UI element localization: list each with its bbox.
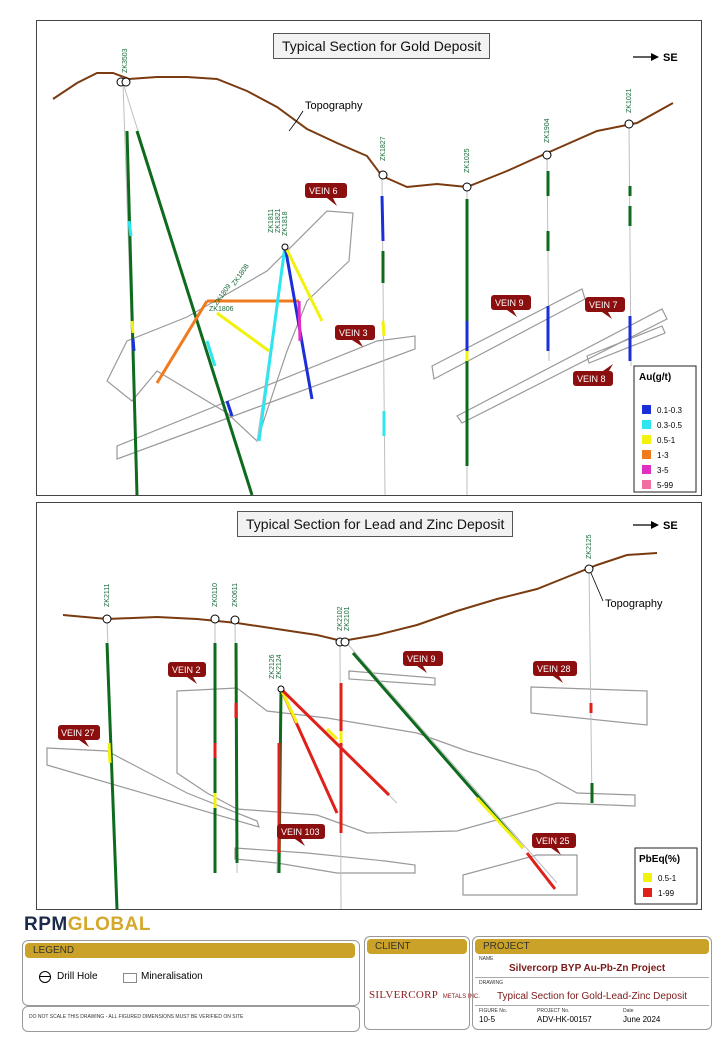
drillhole-label: ZK1808 bbox=[230, 263, 251, 288]
drillhole-label: ZK3503 bbox=[122, 48, 129, 73]
drillhole-label: ZK1809 bbox=[212, 283, 233, 308]
direction-arrow-icon bbox=[633, 521, 659, 529]
projno-label: PROJECT No. bbox=[537, 1008, 570, 1014]
svg-text:1-99: 1-99 bbox=[658, 889, 675, 898]
rpm-global-logo: RPMGLOBAL bbox=[24, 914, 151, 935]
vein-tag-6 bbox=[305, 183, 347, 206]
drillhole-label: ZK1811 bbox=[268, 209, 275, 233]
drillhole-label: ZK1818 bbox=[282, 211, 289, 236]
drillhole-label: ZK1821 bbox=[275, 208, 282, 233]
drillhole-label: ZK2126 bbox=[269, 654, 276, 679]
client-logo: SILVERCORP METALS INC. bbox=[369, 989, 480, 1001]
drillhole-label: ZK2111 bbox=[104, 583, 111, 607]
topography-line bbox=[63, 553, 657, 641]
drill-traces bbox=[123, 83, 631, 495]
svg-text:0.5-1: 0.5-1 bbox=[658, 874, 677, 883]
vein-tag-7 bbox=[585, 297, 625, 319]
svg-text:VEIN 3: VEIN 3 bbox=[339, 328, 368, 338]
gold-section-title: Typical Section for Gold Deposit bbox=[273, 33, 490, 59]
gold-section-panel bbox=[36, 20, 702, 496]
project-no: ADV-HK-00157 bbox=[537, 1015, 592, 1024]
direction-arrow-icon bbox=[633, 53, 659, 61]
direction-label: SE bbox=[663, 520, 678, 532]
drillhole-label: ZK2125 bbox=[586, 534, 593, 559]
gold-section-svg bbox=[37, 21, 701, 495]
svg-text:5-99: 5-99 bbox=[657, 481, 674, 490]
svg-text:VEIN 9: VEIN 9 bbox=[495, 298, 524, 308]
drillhole-label: ZK1827 bbox=[380, 136, 387, 161]
vein-tag-103 bbox=[277, 824, 325, 846]
drillhole-label: ZK2101 bbox=[344, 606, 351, 631]
pbeq-legend bbox=[635, 848, 697, 904]
pbeq-legend-title: PbEq(%) bbox=[639, 854, 681, 865]
svg-text:VEIN 8: VEIN 8 bbox=[577, 374, 606, 384]
au-legend-title: Au(g/t) bbox=[639, 372, 672, 383]
legend-box bbox=[22, 940, 360, 1006]
svg-text:VEIN 25: VEIN 25 bbox=[536, 836, 570, 846]
drillhole-label: ZK0611 bbox=[232, 583, 239, 607]
client-header: CLIENT bbox=[367, 939, 467, 954]
svg-text:VEIN 6: VEIN 6 bbox=[309, 186, 338, 196]
vein-tag-25 bbox=[532, 833, 576, 855]
lz-drillhole-labels bbox=[104, 534, 593, 679]
lead-zinc-section-svg bbox=[37, 503, 701, 909]
drillhole-label: ZK1904 bbox=[544, 118, 551, 143]
mineralisation-outlines bbox=[107, 211, 667, 459]
vein-tag-8 bbox=[573, 364, 613, 386]
svg-text:VEIN 27: VEIN 27 bbox=[61, 728, 95, 738]
project-box bbox=[472, 936, 712, 1030]
vein-tag-9 bbox=[491, 295, 531, 317]
drill-hole-cross bbox=[40, 976, 50, 977]
svg-text:VEIN 2: VEIN 2 bbox=[172, 665, 201, 675]
lead-zinc-section-panel bbox=[36, 502, 702, 910]
vein-tag-27 bbox=[58, 725, 100, 747]
figure-no: 10-5 bbox=[479, 1015, 496, 1024]
svg-text:VEIN 28: VEIN 28 bbox=[537, 664, 571, 674]
drawing-label: DRAWING bbox=[479, 980, 503, 986]
svg-text:VEIN 103: VEIN 103 bbox=[281, 827, 320, 837]
au-legend bbox=[634, 366, 696, 492]
gold-intervals bbox=[127, 131, 630, 495]
mineralisation-icon bbox=[123, 973, 137, 983]
svg-text:1-3: 1-3 bbox=[657, 451, 669, 460]
svg-text:VEIN 9: VEIN 9 bbox=[407, 654, 436, 664]
drill-hole-icon bbox=[39, 971, 51, 983]
lead-zinc-intervals bbox=[107, 643, 592, 909]
drillhole-label: ZK1025 bbox=[464, 148, 471, 173]
date-value: June 2024 bbox=[623, 1015, 661, 1024]
drillhole-label: ZK1021 bbox=[626, 88, 633, 113]
legend-min-label: Mineralisation bbox=[141, 971, 203, 982]
project-name: Silvercorp BYP Au-Pb-Zn Project bbox=[509, 963, 666, 974]
svg-text:0.3-0.5: 0.3-0.5 bbox=[657, 421, 682, 430]
direction-label: SE bbox=[663, 52, 678, 64]
svg-text:0.1-0.3: 0.1-0.3 bbox=[657, 406, 682, 415]
vein-tags bbox=[58, 651, 577, 855]
svg-text:VEIN 7: VEIN 7 bbox=[589, 300, 618, 310]
figure-label: FIGURE No. bbox=[479, 1008, 508, 1014]
date-label: Date bbox=[623, 1008, 634, 1014]
disclaimer-box bbox=[22, 1006, 360, 1032]
drillhole-label: ZK1806 bbox=[209, 306, 234, 313]
project-header: PROJECT bbox=[475, 939, 709, 954]
name-label: NAME bbox=[479, 956, 494, 962]
svg-text:3-5: 3-5 bbox=[657, 466, 669, 475]
drill-collars bbox=[117, 78, 633, 250]
drillhole-label: ZK2102 bbox=[337, 606, 344, 631]
drawing-name: Typical Section for Gold-Lead-Zinc Deposit bbox=[497, 991, 688, 1002]
vein-tag-9 bbox=[403, 651, 443, 673]
lead-zinc-section-title: Typical Section for Lead and Zinc Deposit bbox=[237, 511, 513, 537]
disclaimer-text: DO NOT SCALE THIS DRAWING - ALL FIGURED DIMENSIONS MUST BE VERIFIED ON SITE bbox=[29, 1014, 244, 1020]
drillhole-label: ZK2124 bbox=[276, 654, 283, 679]
svg-text:0.5-1: 0.5-1 bbox=[657, 436, 676, 445]
legend-drill-label: Drill Hole bbox=[57, 971, 98, 982]
topography-label: Topography bbox=[305, 100, 363, 112]
mineralisation-outlines bbox=[47, 671, 647, 895]
vein-tag-28 bbox=[533, 661, 577, 683]
vein-tag-2 bbox=[168, 662, 206, 684]
gold-drillhole-labels bbox=[122, 48, 633, 313]
legend-header: LEGEND bbox=[25, 943, 355, 958]
topography-label: Topography bbox=[605, 598, 663, 610]
client-box bbox=[364, 936, 480, 1030]
topography-line bbox=[53, 73, 673, 187]
drillhole-label: ZK0110 bbox=[212, 583, 219, 607]
